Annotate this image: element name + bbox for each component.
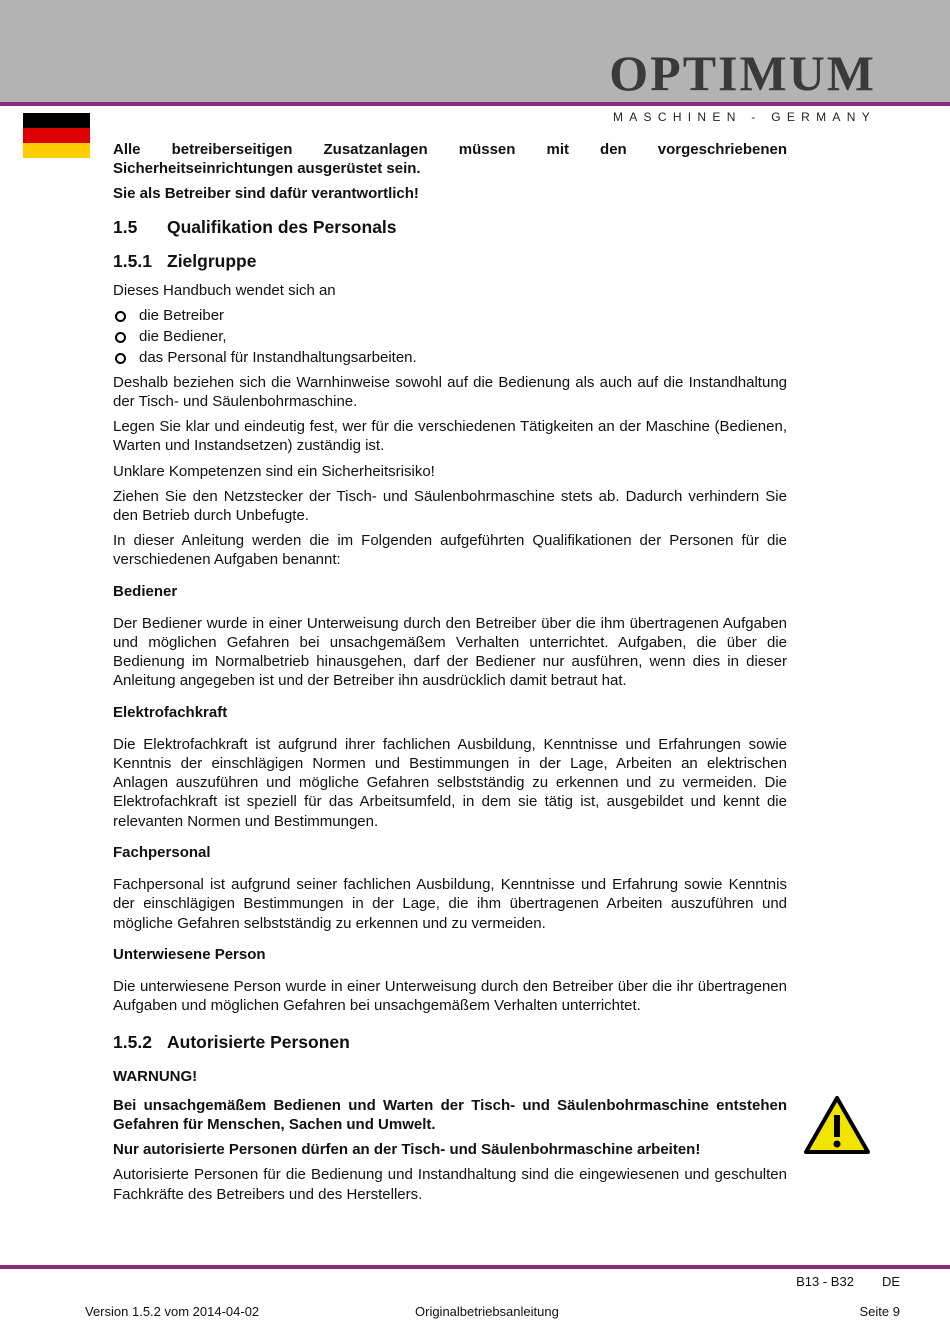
bullet-circle-icon — [115, 311, 126, 322]
header-rule — [0, 102, 950, 106]
role-description-fachpersonal: Fachpersonal ist aufgrund seiner fachlichen Ausbildung, Kenntnisse und Erfahrung sowie Kenntnis der einschlägigen Bestimmungen in der Lage, die ihm übertragenen Arbeiten auszuführen und mögliche Gefahren selbstständig zu erkennen und zu vermeiden. — [113, 876, 787, 932]
bullet-circle-icon — [115, 353, 126, 364]
section-heading-1-5-2 — [113, 1033, 787, 1052]
section-number: 1.5 — [113, 216, 138, 237]
footer-document-type: Originalbetriebsanleitung — [415, 1304, 559, 1319]
footer-rule — [0, 1265, 950, 1269]
section-number: 1.5.1 — [113, 250, 152, 271]
model-range: B13 - B32 — [796, 1274, 854, 1289]
paragraph: Ziehen Sie den Netzstecker der Tisch- und Säulenbohrmaschine stets ab. Dadurch verhindern Sie den Betrieb durch Unbefugte. — [113, 487, 787, 525]
paragraph: Legen Sie klar und eindeutig fest, wer für die verschiedenen Tätigkeiten an der Maschine (Bedienen, Warten und Instandsetzen) zuständig ist. — [113, 418, 787, 455]
paragraph: Unklare Kompetenzen sind ein Sicherheitsrisiko! — [113, 462, 435, 480]
paragraph: Autorisierte Personen für die Bedienung und Instandhaltung sind die eingewiesenen und geschulten Fachkräfte des Betreibers und des Herstellers. — [113, 1166, 787, 1203]
role-title-bediener: Bediener — [113, 582, 178, 600]
role-description-elektrofachkraft: Die Elektrofachkraft ist aufgrund ihrer fachlichen Ausbildung, Kenntnisse und Erfahrungen sowie Kenntnis der einschlägigen Normen und Bestimmungen in der Lage, Arbeiten an elektrischen Anlagen auszuführen und mögliche Gefahren selbstständig zu erkennen und zu vermeiden. Die Elektrofachkraft ist speziell für das Arbeitsumfeld, in dem sie tätig ist, ausgebildet und kennt die relevanten Normen und Bestimmungen. — [113, 735, 787, 830]
list-item: das Personal für Instandhaltungsarbeiten. — [113, 348, 787, 367]
brand-tagline: MASCHINEN - GERMANY — [612, 110, 876, 124]
warning-text-authorized: Nur autorisierte Personen dürfen an der Tisch- und Säulenbohrmaschine arbeiten! — [113, 1141, 701, 1159]
role-description-unterwiesene-person: Die unterwiesene Person wurde in einer Unterweisung durch den Betreiber über die ihr übertragenen Aufgaben und möglichen Gefahren bei unsachgemäßem Verhalten unterrichtet. — [113, 977, 787, 1015]
target-group-list — [113, 306, 787, 367]
section-title: Qualifikation des Personals — [167, 216, 397, 237]
section-number: 1.5.2 — [113, 1032, 152, 1053]
paragraph: In dieser Anleitung werden die im Folgenden aufgeführten Qualifikationen der Personen für die verschiedenen Aufgaben benannt: — [113, 532, 787, 569]
role-description-bediener: Der Bediener wurde in einer Unterweisung durch den Betreiber über die ihm übertragenen Aufgaben und möglichen Gefahren bei unsachgemäßem Verhalten unterrichtet. Aufgaben, die über die Bedienung im Normalbetrieb hinausgehen, darf der Bediener nur ausführen, wenn dies in dieser Anleitung angegeben ist und der Betreiber ihn ausdrücklich damit betraut hat. — [113, 614, 787, 690]
footer-version: Version 1.5.2 vom 2014-04-02 — [85, 1304, 260, 1319]
section-title: Autorisierte Personen — [167, 1032, 350, 1053]
footer-page-number: Seite 9 — [859, 1304, 900, 1319]
warning-title: WARNUNG! — [113, 1067, 198, 1085]
german-flag-icon — [23, 113, 90, 158]
target-group-lead: Dieses Handbuch wendet sich an — [113, 282, 336, 300]
list-item: die Betreiber — [113, 306, 787, 325]
page-content — [113, 140, 787, 1210]
role-title-elektrofachkraft: Elektrofachkraft — [113, 703, 228, 721]
section-title: Zielgruppe — [167, 250, 257, 271]
section-heading-1-5-1 — [113, 252, 787, 271]
warning-text: Bei unsachgemäßem Bedienen und Warten der Tisch- und Säulenbohrmaschine entstehen Gefahren für Menschen, Sachen und Umwelt. — [113, 1096, 787, 1133]
section-heading-1-5 — [113, 218, 787, 237]
brand-logo: OPTIMUM — [609, 45, 876, 101]
bullet-circle-icon — [115, 332, 126, 343]
list-item: die Bediener, — [113, 327, 787, 346]
footer-model-info — [796, 1274, 900, 1289]
paragraph: Deshalb beziehen sich die Warnhinweise sowohl auf die Bedienung als auch auf die Instandhaltung der Tisch- und Säulenbohrmaschine. — [113, 373, 787, 411]
warning-triangle-icon — [803, 1095, 871, 1155]
intro-responsibility: Sie als Betreiber sind dafür verantwortlich! — [113, 185, 419, 203]
language-code: DE — [881, 1274, 900, 1289]
role-title-unterwiesene-person: Unterwiesene Person — [113, 945, 266, 963]
role-title-fachpersonal: Fachpersonal — [113, 843, 211, 861]
intro-paragraph: Alle betreiberseitigen Zusatzanlagen müssen mit den vorgeschriebenen Sicherheitseinrichtungen ausgerüstet sein. — [113, 141, 787, 178]
